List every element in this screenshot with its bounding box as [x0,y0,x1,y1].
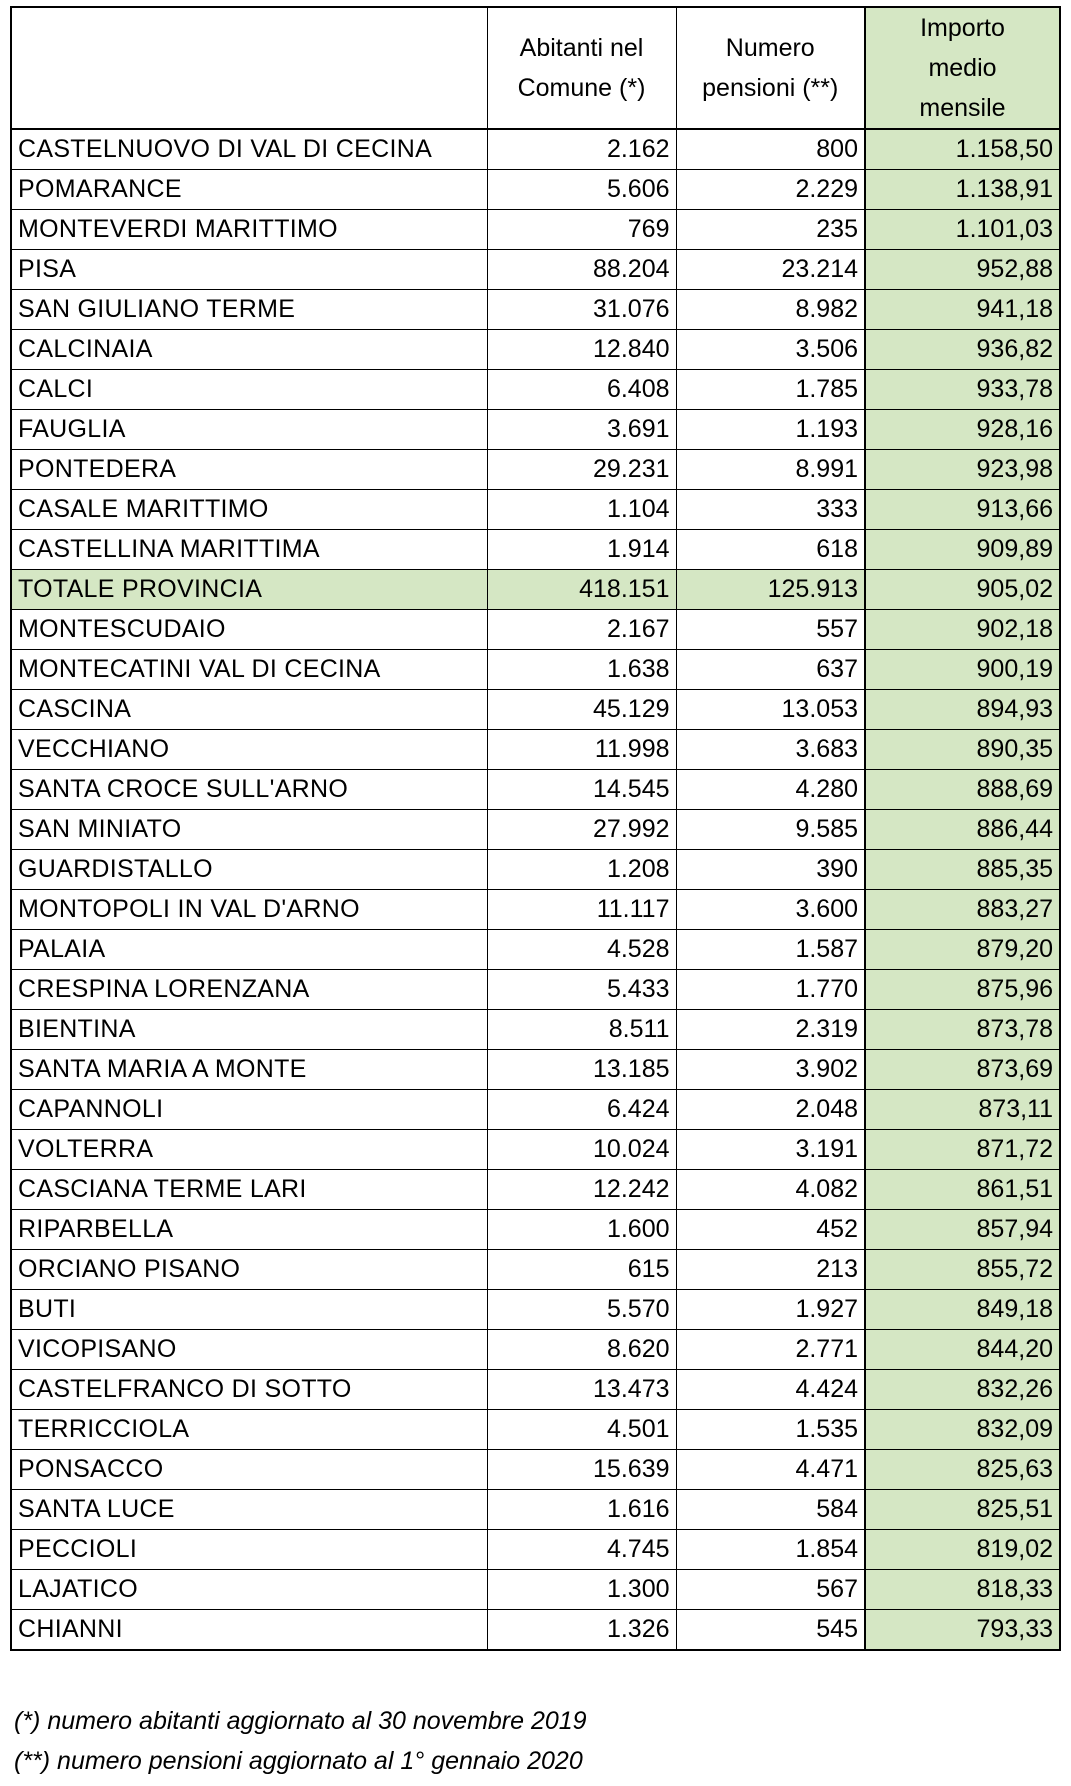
cell-abitanti: 8.511 [487,1010,676,1050]
cell-pensioni: 2.048 [676,1090,865,1130]
cell-pensioni: 452 [676,1210,865,1250]
cell-comune: CASALE MARITTIMO [11,490,487,530]
table-row [11,1170,1060,1210]
cell-importo: 1.101,03 [865,210,1060,250]
cell-abitanti: 1.616 [487,1490,676,1530]
cell-importo: 855,72 [865,1250,1060,1290]
cell-importo: 873,78 [865,1010,1060,1050]
cell-importo: 894,93 [865,690,1060,730]
cell-abitanti: 1.208 [487,850,676,890]
cell-pensioni: 8.982 [676,290,865,330]
table-row [11,1130,1060,1170]
header-importo-line1: Importo [920,14,1005,42]
cell-pensioni: 800 [676,129,865,170]
header-importo-line3: mensile [919,94,1006,122]
cell-importo: 913,66 [865,490,1060,530]
cell-pensioni: 1.770 [676,970,865,1010]
table-row [11,890,1060,930]
cell-importo: 923,98 [865,450,1060,490]
footnotes [14,1701,587,1781]
cell-comune: PONSACCO [11,1450,487,1490]
cell-abitanti: 11.998 [487,730,676,770]
cell-importo: 890,35 [865,730,1060,770]
cell-comune: CAPANNOLI [11,1090,487,1130]
cell-importo: 886,44 [865,810,1060,850]
cell-pensioni: 3.600 [676,890,865,930]
cell-comune: CASCIANA TERME LARI [11,1170,487,1210]
cell-comune: TOTALE PROVINCIA [11,570,487,610]
cell-importo: 873,69 [865,1050,1060,1090]
cell-comune: SANTA LUCE [11,1490,487,1530]
table-row [11,250,1060,290]
cell-pensioni: 3.683 [676,730,865,770]
table-row [11,290,1060,330]
cell-pensioni: 4.424 [676,1370,865,1410]
cell-importo: 825,51 [865,1490,1060,1530]
header-importo [865,7,1060,129]
header-importo-line2: medio [928,54,997,82]
cell-importo: 818,33 [865,1570,1060,1610]
cell-importo: 832,09 [865,1410,1060,1450]
table-row [11,1330,1060,1370]
table-row [11,1490,1060,1530]
cell-comune: RIPARBELLA [11,1210,487,1250]
cell-abitanti: 15.639 [487,1450,676,1490]
table-row [11,450,1060,490]
cell-abitanti: 4.745 [487,1530,676,1570]
cell-importo: 909,89 [865,530,1060,570]
table-row [11,410,1060,450]
cell-comune: VICOPISANO [11,1330,487,1370]
cell-importo: 879,20 [865,930,1060,970]
table-row [11,1610,1060,1651]
table-row [11,1410,1060,1450]
cell-comune: ORCIANO PISANO [11,1250,487,1290]
table-row [11,850,1060,890]
cell-comune: POMARANCE [11,170,487,210]
cell-importo: 941,18 [865,290,1060,330]
cell-importo: 875,96 [865,970,1060,1010]
cell-pensioni: 213 [676,1250,865,1290]
header-abitanti-line1: Abitanti nel [519,34,644,62]
cell-importo: 873,11 [865,1090,1060,1130]
footnote-abitanti: (*) numero abitanti aggiornato al 30 novembre 2019 [14,1707,587,1735]
cell-abitanti: 27.992 [487,810,676,850]
cell-abitanti: 1.914 [487,530,676,570]
cell-importo: 952,88 [865,250,1060,290]
cell-importo: 793,33 [865,1610,1060,1651]
cell-comune: SANTA CROCE SULL'ARNO [11,770,487,810]
cell-comune: TERRICCIOLA [11,1410,487,1450]
table-row [11,610,1060,650]
header-abitanti [487,7,676,129]
cell-comune: MONTOPOLI IN VAL D'ARNO [11,890,487,930]
cell-comune: PALAIA [11,930,487,970]
cell-abitanti: 45.129 [487,690,676,730]
cell-pensioni: 1.927 [676,1290,865,1330]
table-row [11,1250,1060,1290]
cell-abitanti: 615 [487,1250,676,1290]
cell-pensioni: 637 [676,650,865,690]
cell-importo: 928,16 [865,410,1060,450]
table-row-total [11,570,1060,610]
cell-importo: 900,19 [865,650,1060,690]
cell-comune: VECCHIANO [11,730,487,770]
cell-pensioni: 2.771 [676,1330,865,1370]
cell-pensioni: 584 [676,1490,865,1530]
cell-pensioni: 333 [676,490,865,530]
cell-abitanti: 1.638 [487,650,676,690]
cell-abitanti: 12.840 [487,330,676,370]
cell-abitanti: 6.424 [487,1090,676,1130]
cell-comune: BUTI [11,1290,487,1330]
header-pensioni-line1: Numero [725,34,815,62]
pensions-table [10,6,1061,1651]
table-row [11,1530,1060,1570]
cell-pensioni: 4.471 [676,1450,865,1490]
cell-pensioni: 4.082 [676,1170,865,1210]
table-row [11,690,1060,730]
cell-abitanti: 11.117 [487,890,676,930]
cell-abitanti: 13.185 [487,1050,676,1090]
cell-abitanti: 1.104 [487,490,676,530]
table-body [11,129,1060,1650]
cell-importo: 825,63 [865,1450,1060,1490]
cell-comune: PISA [11,250,487,290]
cell-importo: 936,82 [865,330,1060,370]
cell-pensioni: 8.991 [676,450,865,490]
table-row [11,650,1060,690]
cell-comune: CASCINA [11,690,487,730]
cell-importo: 902,18 [865,610,1060,650]
cell-comune: VOLTERRA [11,1130,487,1170]
cell-importo: 933,78 [865,370,1060,410]
cell-pensioni: 2.319 [676,1010,865,1050]
cell-abitanti: 2.167 [487,610,676,650]
cell-comune: CALCI [11,370,487,410]
cell-comune: BIENTINA [11,1010,487,1050]
cell-importo: 1.138,91 [865,170,1060,210]
cell-importo: 1.158,50 [865,129,1060,170]
table-row [11,1090,1060,1130]
cell-importo: 861,51 [865,1170,1060,1210]
cell-abitanti: 31.076 [487,290,676,330]
header-comune [11,7,487,129]
cell-comune: GUARDISTALLO [11,850,487,890]
cell-abitanti: 5.570 [487,1290,676,1330]
cell-pensioni: 13.053 [676,690,865,730]
cell-pensioni: 23.214 [676,250,865,290]
cell-pensioni: 125.913 [676,570,865,610]
header-pensioni-line2: pensioni (**) [702,74,839,102]
cell-pensioni: 9.585 [676,810,865,850]
cell-abitanti: 1.326 [487,1610,676,1651]
cell-pensioni: 3.506 [676,330,865,370]
cell-pensioni: 1.587 [676,930,865,970]
table-header-row [11,7,1060,129]
cell-comune: CASTELNUOVO DI VAL DI CECINA [11,129,487,170]
cell-abitanti: 10.024 [487,1130,676,1170]
cell-importo: 905,02 [865,570,1060,610]
cell-comune: CALCINAIA [11,330,487,370]
cell-comune: PECCIOLI [11,1530,487,1570]
cell-abitanti: 8.620 [487,1330,676,1370]
table-row [11,1450,1060,1490]
footnote-pensioni: (**) numero pensioni aggiornato al 1° gennaio 2020 [14,1747,583,1775]
table-row [11,930,1060,970]
cell-abitanti: 769 [487,210,676,250]
table-row [11,210,1060,250]
cell-abitanti: 13.473 [487,1370,676,1410]
table-row [11,1010,1060,1050]
cell-importo: 844,20 [865,1330,1060,1370]
cell-abitanti: 4.501 [487,1410,676,1450]
cell-importo: 849,18 [865,1290,1060,1330]
table-row [11,1570,1060,1610]
cell-comune: CASTELLINA MARITTIMA [11,530,487,570]
cell-importo: 871,72 [865,1130,1060,1170]
cell-pensioni: 1.785 [676,370,865,410]
cell-pensioni: 557 [676,610,865,650]
header-pensioni [676,7,865,129]
cell-pensioni: 3.902 [676,1050,865,1090]
cell-abitanti: 3.691 [487,410,676,450]
cell-comune: MONTECATINI VAL DI CECINA [11,650,487,690]
cell-comune: PONTEDERA [11,450,487,490]
table-row [11,1370,1060,1410]
cell-importo: 857,94 [865,1210,1060,1250]
cell-comune: SAN GIULIANO TERME [11,290,487,330]
cell-comune: FAUGLIA [11,410,487,450]
cell-abitanti: 14.545 [487,770,676,810]
cell-comune: MONTESCUDAIO [11,610,487,650]
table-row [11,1050,1060,1090]
cell-abitanti: 1.300 [487,1570,676,1610]
table-row [11,129,1060,170]
table-row [11,170,1060,210]
cell-abitanti: 29.231 [487,450,676,490]
cell-abitanti: 1.600 [487,1210,676,1250]
cell-pensioni: 567 [676,1570,865,1610]
table-row [11,770,1060,810]
cell-abitanti: 4.528 [487,930,676,970]
cell-comune: CRESPINA LORENZANA [11,970,487,1010]
table-row [11,970,1060,1010]
table-row [11,730,1060,770]
cell-importo: 832,26 [865,1370,1060,1410]
cell-comune: SANTA MARIA A MONTE [11,1050,487,1090]
cell-comune: LAJATICO [11,1570,487,1610]
table-row [11,490,1060,530]
cell-comune: CHIANNI [11,1610,487,1651]
table-row [11,1210,1060,1250]
cell-abitanti: 88.204 [487,250,676,290]
cell-importo: 885,35 [865,850,1060,890]
cell-abitanti: 418.151 [487,570,676,610]
cell-importo: 888,69 [865,770,1060,810]
table-row [11,530,1060,570]
table-row [11,330,1060,370]
header-abitanti-line2: Comune (*) [517,74,646,102]
cell-pensioni: 2.229 [676,170,865,210]
table-row [11,1290,1060,1330]
cell-pensioni: 618 [676,530,865,570]
cell-pensioni: 1.854 [676,1530,865,1570]
cell-pensioni: 1.193 [676,410,865,450]
cell-pensioni: 545 [676,1610,865,1651]
cell-pensioni: 4.280 [676,770,865,810]
cell-comune: SAN MINIATO [11,810,487,850]
table-row [11,810,1060,850]
cell-pensioni: 390 [676,850,865,890]
cell-abitanti: 6.408 [487,370,676,410]
cell-pensioni: 235 [676,210,865,250]
cell-importo: 819,02 [865,1530,1060,1570]
cell-comune: MONTEVERDI MARITTIMO [11,210,487,250]
cell-importo: 883,27 [865,890,1060,930]
cell-pensioni: 1.535 [676,1410,865,1450]
cell-abitanti: 2.162 [487,129,676,170]
cell-abitanti: 5.606 [487,170,676,210]
cell-abitanti: 5.433 [487,970,676,1010]
cell-pensioni: 3.191 [676,1130,865,1170]
table-row [11,370,1060,410]
cell-comune: CASTELFRANCO DI SOTTO [11,1370,487,1410]
cell-abitanti: 12.242 [487,1170,676,1210]
